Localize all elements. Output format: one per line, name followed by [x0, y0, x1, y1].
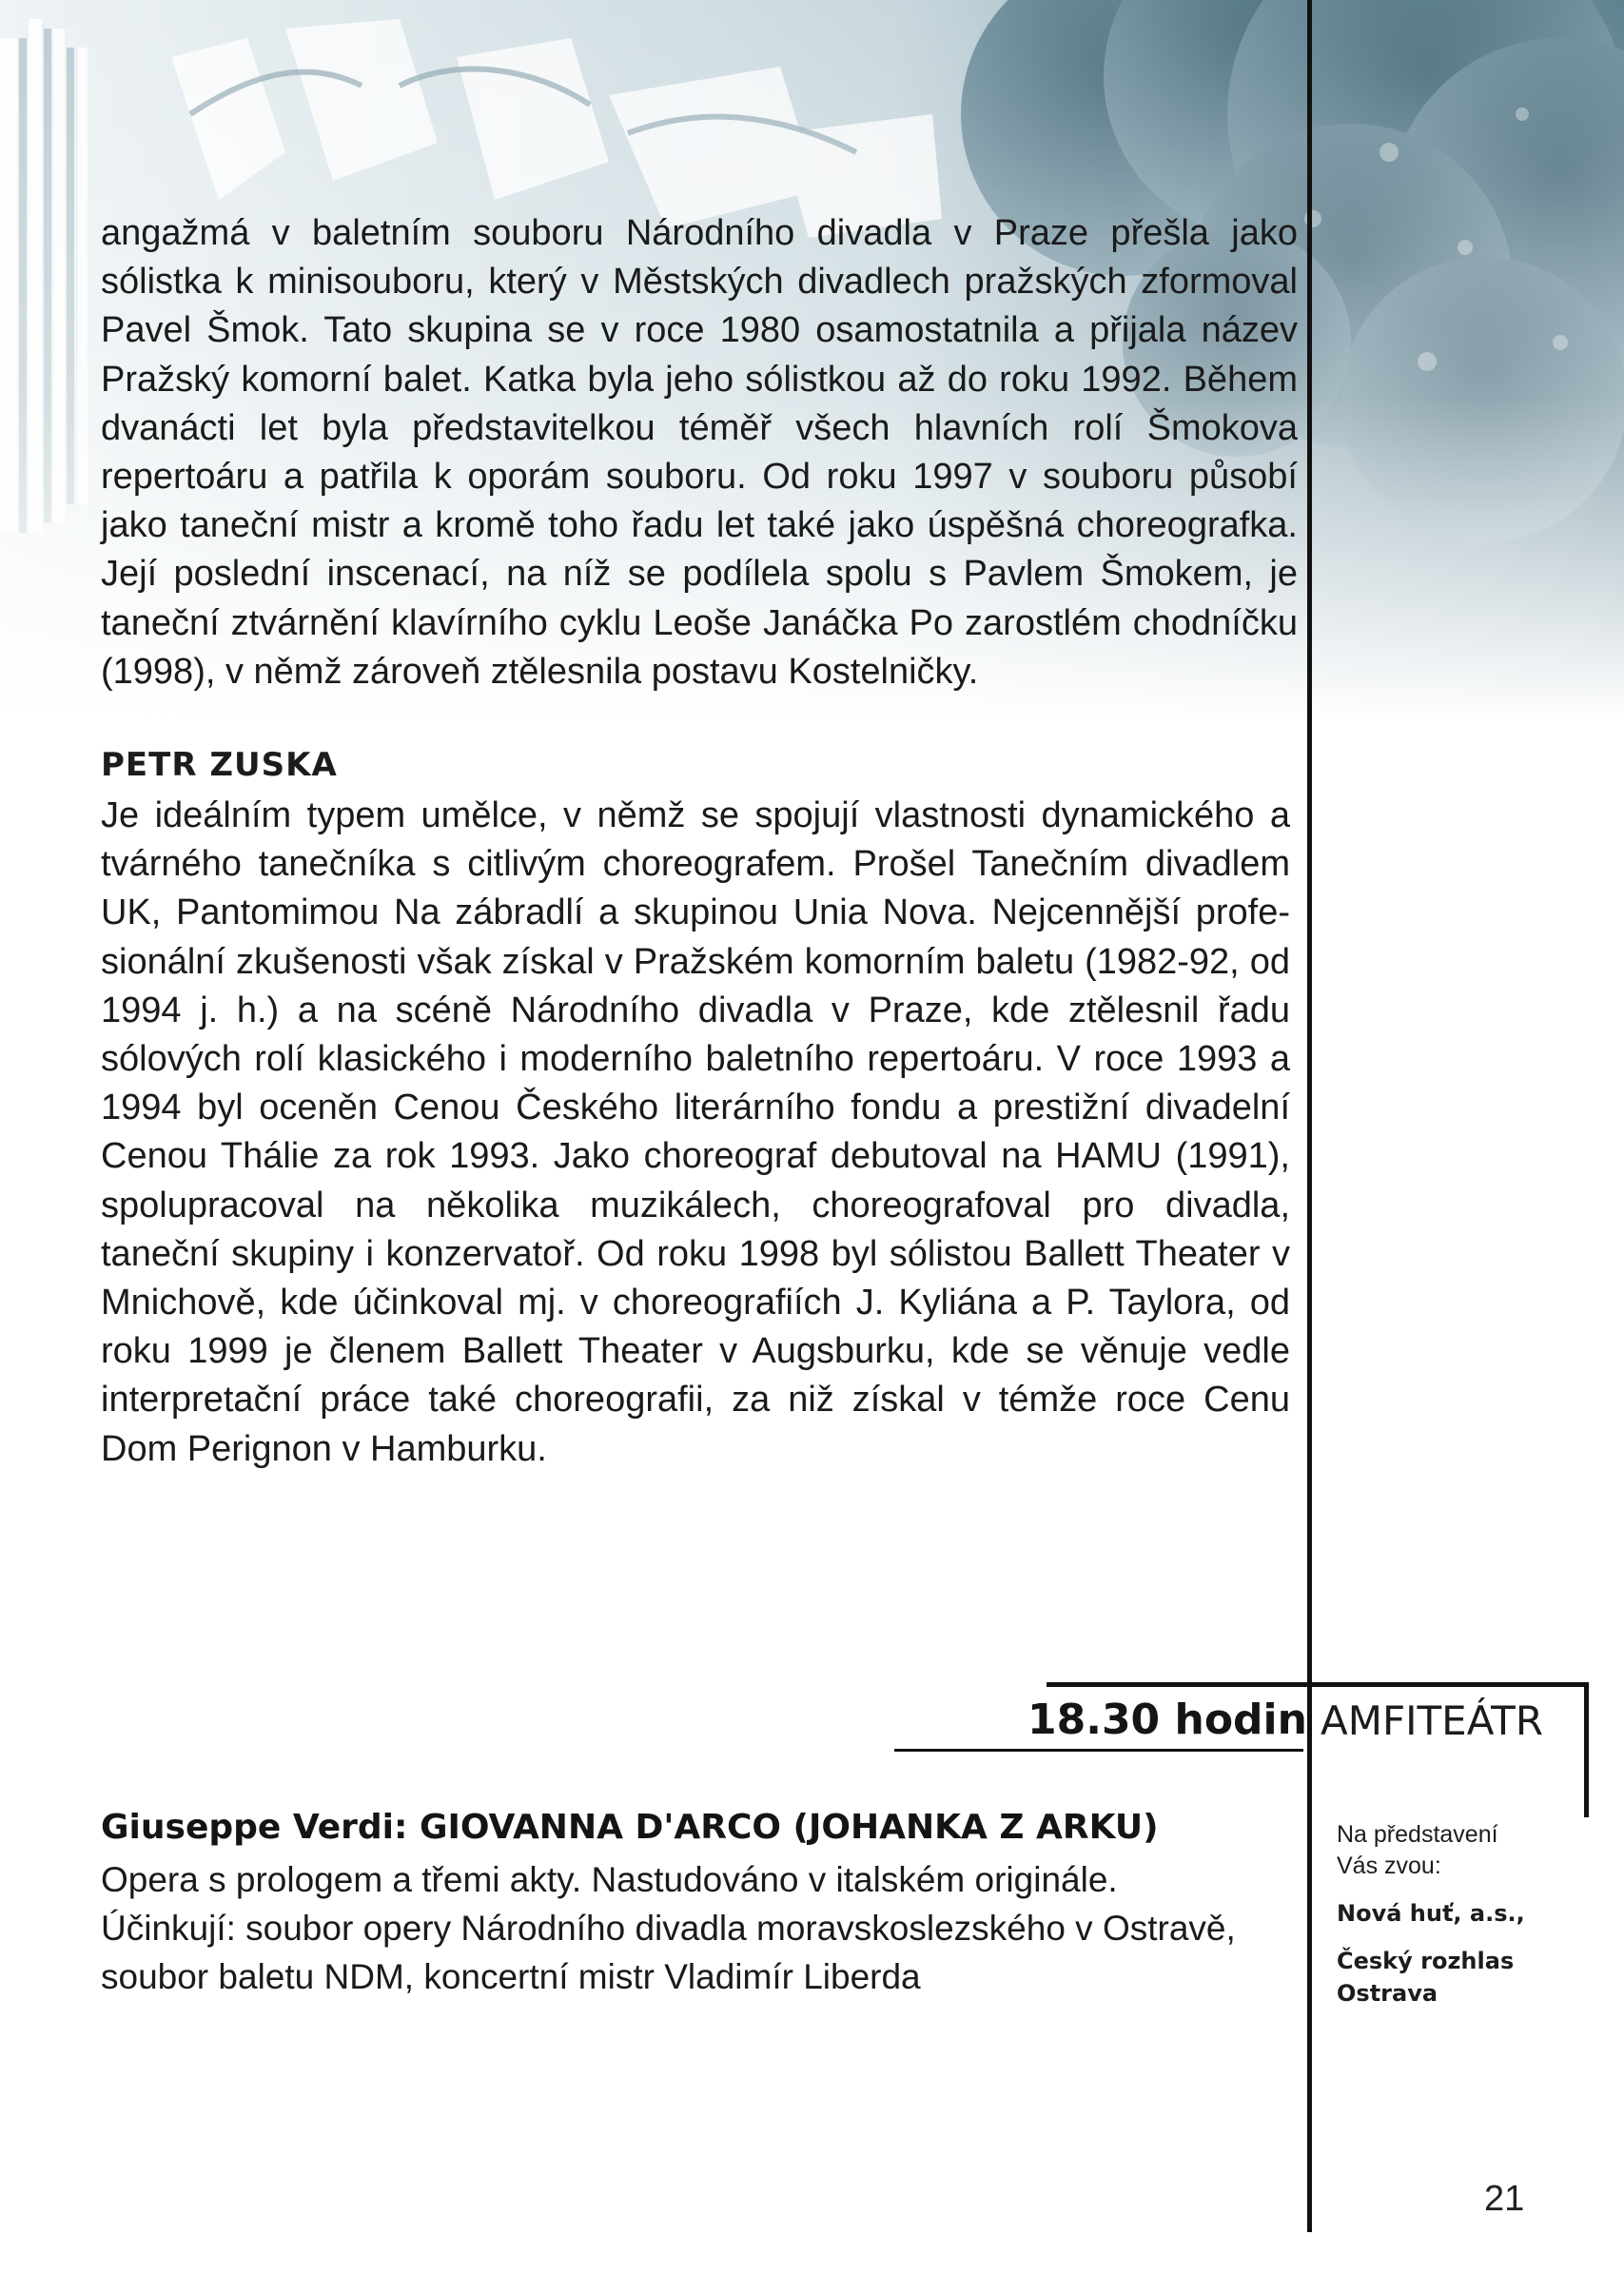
page-number: 21: [1484, 2179, 1525, 2219]
event-bar-right-line: [1584, 1682, 1589, 1817]
sponsors-box: [1337, 1819, 1594, 2010]
bio-paragraph: Je ideálním typem umělce, v němž se spojují vlastnosti dynamického a tvárného tanečníka s citlivým choreografem. Prošel Tanečním divadlem UK, Pantomimou Na zábradlí a skupinou Unia Nova. Nejcennější profesionální zkušenosti však získal v Pražském komorním baletu (1982-92, od 1994 j. h.) a na scéně Národního divadla v Praze, kde ztělesnil řadu sólových rolí klasického i moderního baletního repertoáru. V roce 1993 a 1994 byl oceněn Cenou Českého literárního fondu a prestižní divadelní Cenou Thálie za rok 1993. Jako choreograf debutoval na HAMU (1991), spolupracoval na několika muzikálech, choreografoval pro divadla, taneční skupiny i konzervatoř. Od roku 1998 byl sólistou Ballett Theater v Mnichově, kde účinkoval mj. v choreografiích J. Kyliána a P. Taylora, od roku 1999 je členem Ballett Theater v Augsburku, kde se věnuje vedle interpretační práce také choreografii, za niž získal v témže roce Cenu Dom Perignon v Hamburku.: [101, 795, 1290, 1469]
event-description-line: Opera s prologem a třemi akty. Nastudováno v italském originále.: [101, 1860, 1118, 1899]
event-time: 18.30 hodin: [1027, 1696, 1307, 1744]
event-venue: AMFITEÁTR: [1321, 1697, 1544, 1744]
sponsor-name: Ostrava: [1337, 1980, 1438, 2007]
sponsors-intro: [1337, 1819, 1594, 1882]
sponsors-intro-line: Na představení: [1337, 1821, 1498, 1848]
event-bar: [894, 1682, 1589, 1817]
event-description-line: soubor baletu NDM, koncertní mistr Vladimír Liberda: [101, 1957, 921, 1996]
intro-paragraph: angažmá v baletním souboru Národního divadla v Praze přešla jako sólistka k minisouboru, který v Městských divadlech pražských zformoval Pavel Šmok. Tato skupina se v roce 1980 osamostatnila a přijala název Pražský komorní balet. Katka byla jeho sólistkou až do roku 1992. Během dvanácti let byla představitelkou téměř všech hlavních rolí Šmokova repertoáru a patřila k oporám souboru. Od roku 1997 v souboru působí jako taneční mistr a kromě toho řadu let také jako úspěšná choreografka. Její poslední inscenací, na níž se podílela spolu s Pavlem Šmokem, je taneční ztvárnění klavírního cyklu Leoše Janáčka Po zarostlém chodníčku (1998), v němž zároveň ztělesnila postavu Kostelničky.: [101, 213, 1298, 692]
bio-heading: PETR ZUSKA: [101, 746, 338, 784]
sponsors-intro-line: Vás zvou:: [1337, 1853, 1441, 1879]
sponsor-name: Český rozhlas: [1337, 1948, 1515, 1974]
event-description: [101, 1855, 1300, 2001]
event-bar-bottom-line: [894, 1749, 1303, 1752]
event-bar-top-line: [1047, 1682, 1589, 1687]
event-title: Giuseppe Verdi: GIOVANNA D'ARCO (JOHANKA Z ARKU): [101, 1808, 1159, 1847]
sponsor-name: Nová huť, a.s.,: [1337, 1900, 1525, 1927]
event-description-line: Účinkují: soubor opery Národního divadla moravskoslezského v Ostravě,: [101, 1909, 1236, 1948]
vertical-rule: [1307, 0, 1312, 2232]
